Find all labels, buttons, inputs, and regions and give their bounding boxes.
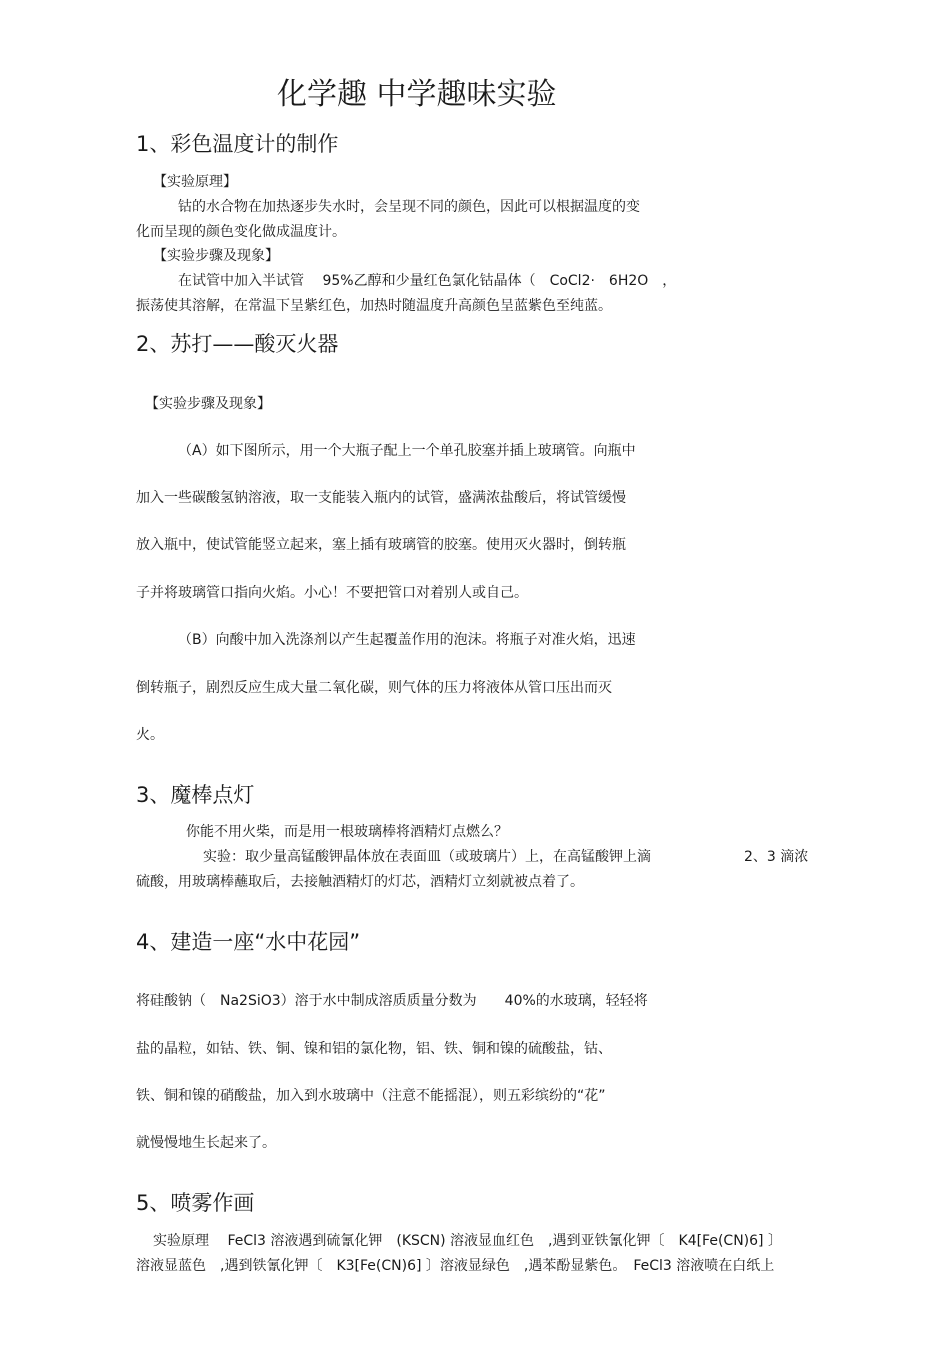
section-1-paragraph-line: 钴的水合物在加热逐步失水时，会呈现不同的颜色，因此可以根据温度的变 xyxy=(178,199,640,215)
section-4-paragraph-line: 就慢慢地生长起来了。 xyxy=(136,1135,276,1151)
section-4-heading: 4、建造一座“水中花园” xyxy=(136,930,361,954)
section-1-label-steps: 【实验步骤及现象】 xyxy=(153,248,279,264)
section-1-paragraph-line: 在试管中加入半试管 95%乙醇和少量红色氯化钴晶体（ CoCl2· 6H2O ， xyxy=(178,273,677,289)
section-3-paragraph-line-end: 2、3 滴浓 xyxy=(744,849,809,865)
section-5-paragraph-line: 实验原理 FeCl3 溶液遇到硫氰化钾 (KSCN) 溶液显血红色 ,遇到亚铁氰化钾〔 K4[Fe(CN)6] 〕 xyxy=(153,1233,782,1249)
section-2-heading: 2、苏打——酸灭火器 xyxy=(136,332,339,356)
section-1-paragraph-line: 振荡使其溶解，在常温下呈紫红色，加热时随温度升高颜色呈蓝紫色至纯蓝。 xyxy=(136,298,612,314)
section-2-paragraph-line: 放入瓶中，使试管能竖立起来，塞上插有玻璃管的胶塞。使用灭火器时，倒转瓶 xyxy=(136,537,626,553)
section-2-paragraph-line: 加入一些碳酸氢钠溶液，取一支能装入瓶内的试管，盛满浓盐酸后，将试管缓慢 xyxy=(136,490,626,506)
section-2-paragraph-line: 火。 xyxy=(136,727,164,743)
section-5-paragraph-line: 溶液显蓝色 ,遇到铁氰化钾〔 K3[Fe(CN)6] 〕溶液显绿色 ,遇苯酚显紫色。 FeCl3 溶液喷在白纸上 xyxy=(136,1258,775,1274)
section-3-paragraph-line: 实验：取少量高锰酸钾晶体放在表面皿（或玻璃片）上，在高锰酸钾上滴 xyxy=(203,849,651,865)
section-4-paragraph-line: 盐的晶粒，如钴、铁、铜、镍和铝的氯化物，铝、铁、铜和镍的硫酸盐，钴、 xyxy=(136,1041,612,1057)
section-2-paragraph-line: （A）如下图所示，用一个大瓶子配上一个单孔胶塞并插上玻璃管。向瓶中 xyxy=(178,443,636,459)
section-3-heading: 3、魔棒点灯 xyxy=(136,783,255,807)
section-4-paragraph-line: 铁、铜和镍的硝酸盐，加入到水玻璃中（注意不能摇混），则五彩缤纷的“花” xyxy=(136,1088,606,1104)
section-3-paragraph-line: 硫酸，用玻璃棒蘸取后，去接触酒精灯的灯芯，酒精灯立刻就被点着了。 xyxy=(136,874,584,890)
section-2-paragraph-line: （B）向酸中加入洗涤剂以产生起覆盖作用的泡沫。将瓶子对准火焰，迅速 xyxy=(178,632,636,648)
section-1-paragraph-line: 化而呈现的颜色变化做成温度计。 xyxy=(136,224,346,240)
section-2-paragraph-line: 子并将玻璃管口指向火焰。小心！不要把管口对着别人或自己。 xyxy=(136,585,528,601)
section-5-heading: 5、喷雾作画 xyxy=(136,1191,255,1215)
section-2-label-steps: 【实验步骤及现象】 xyxy=(145,396,271,412)
section-3-paragraph-line: 你能不用火柴，而是用一根玻璃棒将酒精灯点燃么？ xyxy=(186,824,508,840)
section-4-paragraph-line: 将硅酸钠（ Na2SiO3）溶于水中制成溶质质量分数为 40%的水玻璃，轻轻将 xyxy=(136,993,648,1009)
section-1-label-principle: 【实验原理】 xyxy=(153,174,237,190)
section-1-heading: 1、彩色温度计的制作 xyxy=(136,132,339,156)
section-2-paragraph-line: 倒转瓶子，剧烈反应生成大量二氧化碳，则气体的压力将液体从管口压出而灭 xyxy=(136,680,612,696)
page-title: 化学趣 中学趣味实验 xyxy=(277,77,557,112)
